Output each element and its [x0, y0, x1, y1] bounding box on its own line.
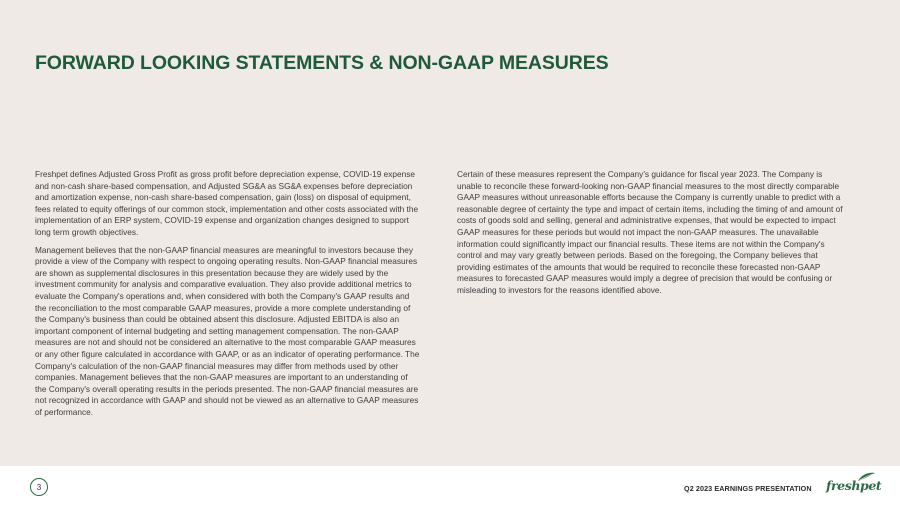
- right-paragraph-1: Certain of these measures represent the Company's guidance for fiscal year 2023. The Company is unable to reconcile these forward-looking non-GAAP financial measures to the most directly comparable GAAP measures without unreasonable efforts because the Company is currently unable to predict with a reasonable degree of certainty the type and impact of certain items, including the timing of and amount of costs of goods sold and selling, general and administrative expenses, that would be expected to impact GAAP measures for these periods but would not impact the non-GAAP measures. The unavailable information could significantly impact our financial results. These items are not within the Company's control and may vary greatly between periods. Based on the foregoing, the Company believes that providing estimates of the amounts that would be required to reconcile these forecasted non-GAAP measures to forecasted GAAP measures would imply a degree of precision that would be confusing or misleading to investors for the reasons identified above.: [457, 169, 843, 295]
- page-number: 3: [36, 482, 42, 492]
- freshpet-logo: [826, 472, 882, 498]
- page-title: FORWARD LOOKING STATEMENTS & NON-GAAP MEASURES: [35, 52, 609, 74]
- footer: [0, 466, 900, 506]
- left-paragraph-2: Management believes that the non-GAAP financial measures are meaningful to investors because they provide a view of the Company with respect to ongoing operating results. Non-GAAP financial measures are shown as supplemental disclosures in this presentation because they are widely used by the investment community for analysis and comparative evaluation. They also provide additional metrics to evaluate the Company's operations and, when considered with both the Company's GAAP results and the reconciliation to the most comparable GAAP measures, provide a more complete understanding of the Company's business than could be obtained absent this disclosure. Adjusted EBITDA is also an important component of internal budgeting and setting management compensation. The non-GAAP measures are not and should not be considered an alternative to the most comparable GAAP measures or any other figure calculated in accordance with GAAP, or as an indicator of operating performance. The Company's calculation of the non-GAAP financial measures may differ from methods used by other companies. Management believes that the non-GAAP measures are important to an understanding of the Company's overall operating results in the periods presented. The non-GAAP financial measures are not recognized in accordance with GAAP and should not be viewed as an alternative to GAAP measures of performance.: [35, 244, 420, 417]
- right-column: [457, 169, 843, 303]
- left-column: [35, 169, 421, 424]
- page-number-badge: [30, 478, 48, 496]
- logo-wordmark: freshpet: [826, 478, 882, 493]
- left-paragraph-1: Freshpet defines Adjusted Gross Profit as gross profit before depreciation expense, COVID-19 expense and non-cash share-based compensation, and Adjusted SG&A as SG&A expenses before depreciation and amortization expense, non-cash share-based compensation, gain (loss) on disposal of equipment, fees related to equity offerings of our common stock, implementation and other costs associated with the implementation of an ERP system, COVID-19 expense and organization changes designed to support long term growth objectives.: [35, 169, 419, 237]
- presentation-label: Q2 2023 EARNINGS PRESENTATION: [684, 484, 812, 493]
